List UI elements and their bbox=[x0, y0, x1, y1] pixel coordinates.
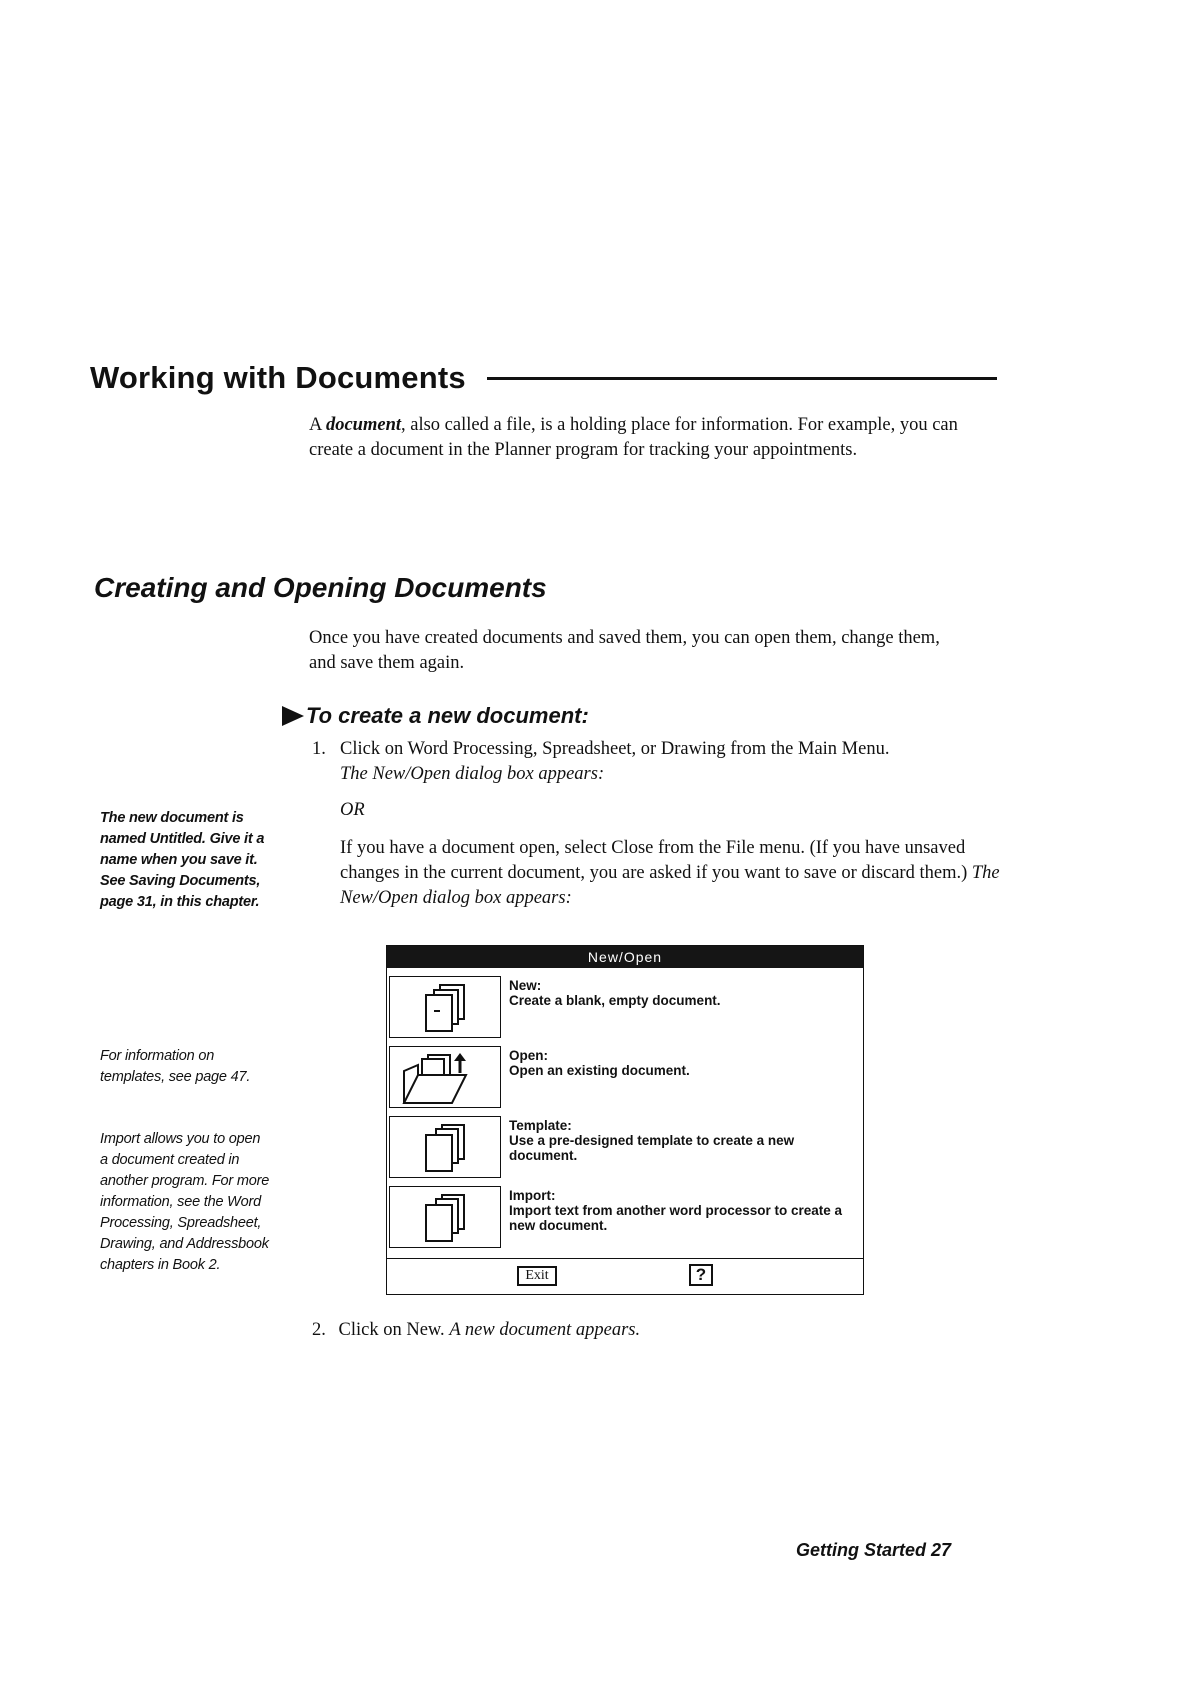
import-label: Import: bbox=[509, 1188, 556, 1203]
dialog-title: New/Open bbox=[387, 946, 863, 968]
dialog-option-open[interactable] bbox=[389, 1046, 859, 1112]
open-description: Open an existing document. bbox=[509, 1063, 690, 1078]
arrow-bullet-icon bbox=[282, 706, 304, 726]
alternate-result: The New/Open dialog box appears: bbox=[340, 863, 1000, 908]
template-label: Template: bbox=[509, 1118, 572, 1133]
step-1-text: Click on Word Processing, Spreadsheet, or Drawing from the Main Menu. bbox=[340, 739, 890, 759]
alternate-text: If you have a document open, select Close from the File menu. (If you have unsaved changes in the current document, you are asked if you want to save or discard them.) bbox=[340, 838, 972, 883]
procedure-heading-text: To create a new document: bbox=[306, 703, 589, 728]
procedure-heading bbox=[282, 703, 589, 729]
new-open-dialog bbox=[386, 945, 864, 1295]
intro-lead: A bbox=[309, 415, 326, 435]
step-2 bbox=[312, 1320, 640, 1341]
step-1 bbox=[312, 737, 1002, 787]
step-2-result: A new document appears. bbox=[449, 1320, 641, 1340]
section-heading: Creating and Opening Documents bbox=[94, 572, 547, 603]
intro-paragraph bbox=[309, 413, 999, 463]
intro-term: document bbox=[325, 415, 401, 435]
step-1-number: 1. bbox=[312, 739, 326, 759]
section-paragraph: Once you have created documents and saved them, you can open them, change them, and save them again. bbox=[309, 628, 940, 673]
step-2-number: 2. bbox=[312, 1320, 326, 1340]
import-icon[interactable] bbox=[389, 1186, 501, 1248]
dialog-footer bbox=[387, 1258, 863, 1294]
page-title: Working with Documents bbox=[90, 360, 466, 395]
step-1-result: The New/Open dialog box appears: bbox=[340, 764, 605, 784]
step-2-text: Click on New. bbox=[338, 1320, 450, 1340]
help-button[interactable]: ? bbox=[689, 1264, 713, 1286]
new-document-icon[interactable] bbox=[389, 976, 501, 1038]
open-label: Open: bbox=[509, 1048, 548, 1063]
alternate-instruction bbox=[340, 836, 1000, 911]
margin-note-untitled: The new document is named Untitled. Give it a name when you save it. See Saving Documents, page 31, in this chapter. bbox=[100, 810, 265, 910]
import-description: Import text from another word processor to create a new document. bbox=[509, 1203, 843, 1233]
heading-rule bbox=[487, 377, 997, 380]
new-label: New: bbox=[509, 978, 542, 993]
exit-button[interactable]: Exit bbox=[517, 1266, 557, 1286]
intro-rest: , also called a file, is a holding place for information. For example, you can create a document in the Planner program for tracking your appointments. bbox=[309, 415, 958, 460]
dialog-option-import[interactable] bbox=[389, 1186, 859, 1252]
dialog-option-new[interactable] bbox=[389, 976, 859, 1042]
open-document-icon[interactable] bbox=[389, 1046, 501, 1108]
margin-note-templates: For information on templates, see page 47. bbox=[100, 1048, 251, 1085]
or-label: OR bbox=[340, 800, 365, 820]
new-description: Create a blank, empty document. bbox=[509, 993, 721, 1008]
template-icon[interactable] bbox=[389, 1116, 501, 1178]
margin-note-import: Import allows you to open a document created in another program. For more information, see the Word Processing, Spreadsheet, Drawing, and Addressbook chapters in Book 2. bbox=[100, 1131, 270, 1273]
dialog-option-template[interactable] bbox=[389, 1116, 859, 1182]
page-footer: Getting Started 27 bbox=[796, 1540, 952, 1560]
template-description: Use a pre-designed template to create a new document. bbox=[509, 1133, 795, 1163]
